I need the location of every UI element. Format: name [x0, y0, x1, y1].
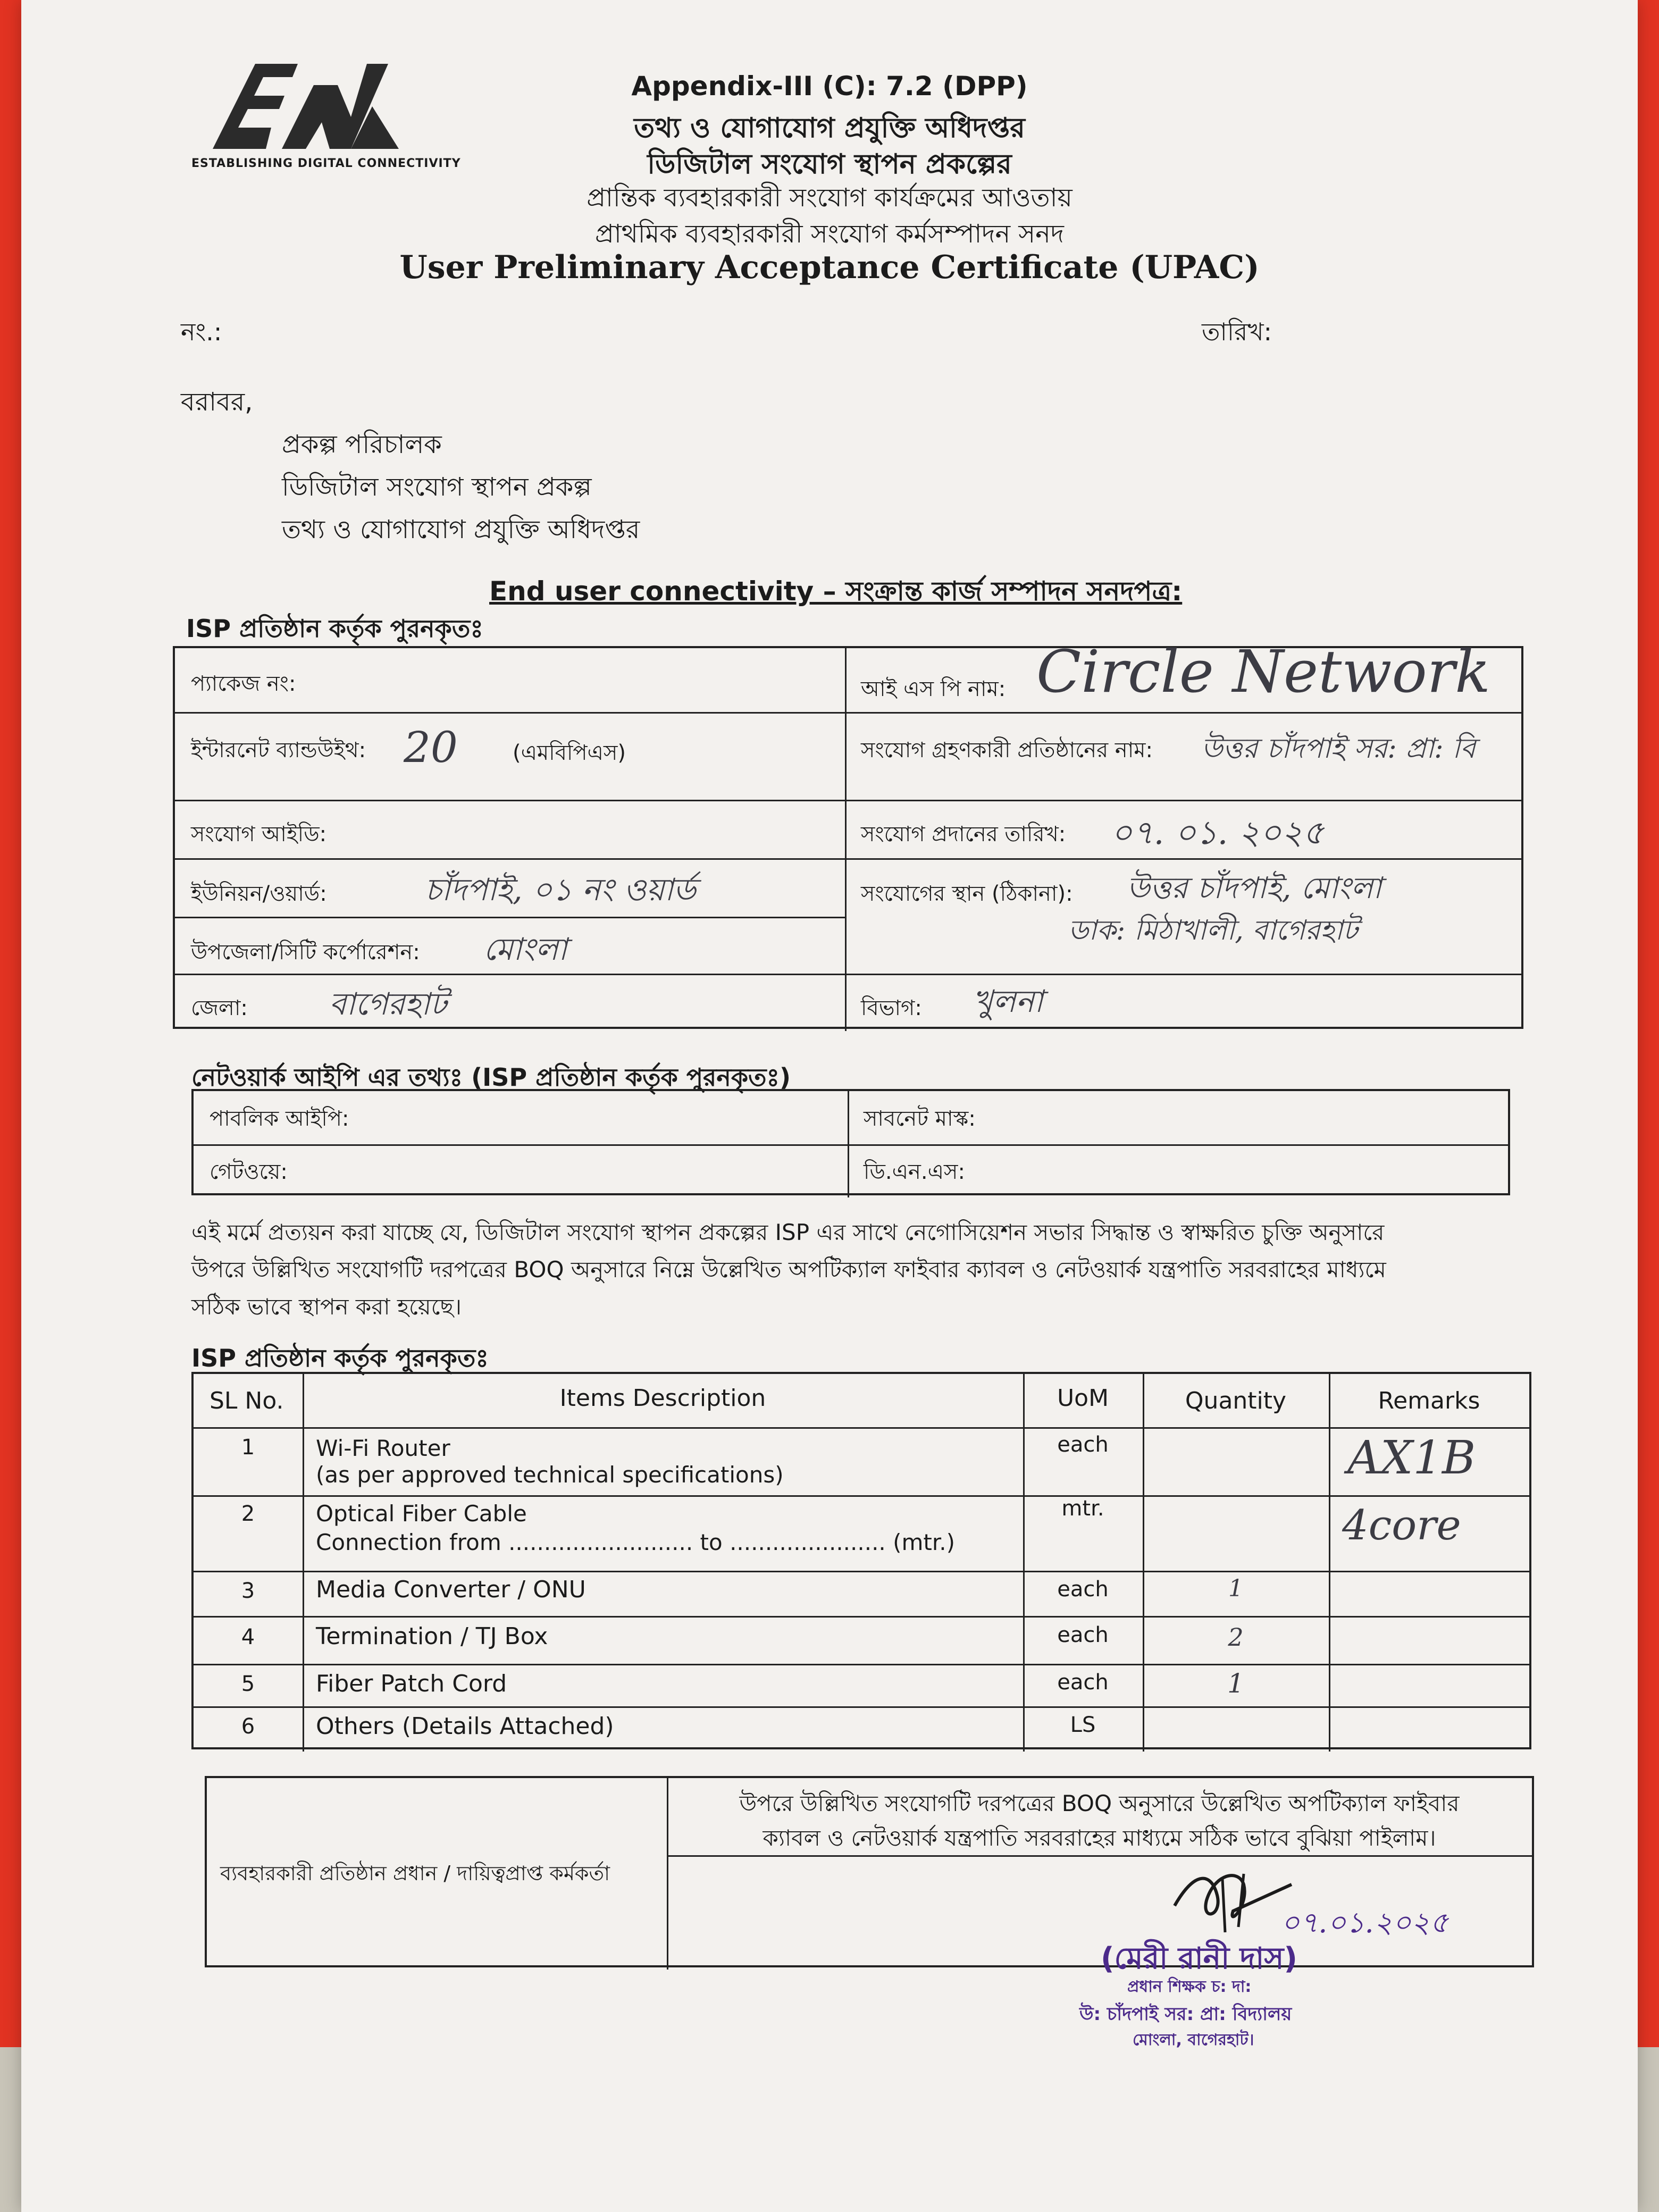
stamp-line-2: উ: চাঁদপাই সর: প্রা: বিদ্যালয়	[1079, 2004, 1292, 2025]
address-line-1: প্রকল্প পরিচালক	[282, 430, 442, 459]
row-3-qty: 1	[1228, 1575, 1243, 1602]
row-2-desc: Optical Fiber Cable	[316, 1501, 527, 1527]
date-label: তারিখ:	[1202, 317, 1272, 346]
header-uom: UoM	[1057, 1385, 1109, 1412]
bandwidth-label: ইন্টারনেট ব্যান্ডউইথ:	[191, 738, 366, 763]
row-5-sl: 5	[241, 1672, 255, 1696]
bandwidth-value: 20	[404, 723, 458, 772]
recipient-label: সংযোগ গ্রহণকারী প্রতিষ্ঠানের নাম:	[861, 738, 1153, 763]
district-label: জেলা:	[191, 996, 248, 1020]
signature-date: ০৭.০১.২০২৫	[1281, 1906, 1449, 1939]
union-label: ইউনিয়ন/ওয়ার্ড:	[191, 882, 327, 906]
connection-date-label: সংযোগ প্রদানের তারিখ:	[861, 822, 1066, 847]
subnet-label: সাবনেট মাস্ক:	[864, 1107, 976, 1131]
row-4-sl: 4	[241, 1625, 255, 1649]
declaration-line-3: সঠিক ভাবে স্থাপন করা হয়েছে।	[191, 1294, 462, 1320]
logo-caption: ESTABLISHING DIGITAL CONNECTIVITY	[191, 157, 461, 170]
division-value: খুলনা	[973, 983, 1043, 1019]
gateway-label: গেটওয়ে:	[210, 1160, 288, 1184]
certificate-sheet	[21, 0, 1638, 2212]
dns-label: ডি.এন.এস:	[864, 1160, 965, 1184]
header-line-4: প্রাথমিক ব্যবহারকারী সংযোগ কর্মসম্পাদন সনদ	[595, 219, 1064, 249]
header-remarks: Remarks	[1378, 1387, 1480, 1414]
connection-id-label: সংযোগ আইডি:	[191, 822, 327, 847]
isp-filled-label-2: ISP প্রতিষ্ঠান কর্তৃক পুরনকৃতঃ	[191, 1344, 489, 1372]
row-4-qty: 2	[1228, 1623, 1244, 1652]
isp-name-label: আই এস পি নাম:	[861, 677, 1006, 701]
appendix-label: Appendix-III (C): 7.2 (DPP)	[631, 71, 1028, 102]
row-5-uom: each	[1057, 1670, 1109, 1695]
address-line-2: ডিজিটাল সংযোগ স্থাপন প্রকল্প	[282, 472, 592, 502]
upazila-value: মোংলা	[483, 931, 567, 967]
row-3-desc: Media Converter / ONU	[316, 1576, 586, 1603]
network-title: নেটওয়ার্ক আইপি এর তথ্যঃ (ISP প্রতিষ্ঠান কর্তৃক পুরনকৃতঃ)	[191, 1063, 791, 1092]
isp-name-value: Circle Network	[1036, 638, 1490, 706]
location-label: সংযোগের স্থান (ঠিকানা):	[861, 882, 1073, 906]
district-value: বাগেরহাট	[329, 986, 447, 1022]
row-2-remarks: 4core	[1342, 1502, 1461, 1549]
row-1-desc: Wi-Fi Router	[316, 1435, 450, 1461]
row-4-uom: each	[1057, 1623, 1109, 1647]
section-title: End user connectivity – সংক্রান্ত কার্জ সম্পাদন সনদপত্র:	[489, 576, 1183, 607]
connection-date-value: ০৭. ০১. ২০২৫	[1111, 813, 1325, 852]
acceptance-statement-1: উপরে উল্লিখিত সংযোগটি দরপত্রের BOQ অনুসারে উল্লেখিত অপটিক্যাল ফাইবার	[739, 1790, 1460, 1816]
receiver-role-label: ব্যবহারকারী প্রতিষ্ঠান প্রধান / দায়িত্বপ্রাপ্ত কর্মকর্তা	[220, 1862, 610, 1885]
package-no-label: প্যাকেজ নং:	[191, 672, 296, 696]
row-4-desc: Termination / TJ Box	[316, 1623, 548, 1650]
row-1-remarks: AX1B	[1347, 1431, 1476, 1485]
row-6-desc: Others (Details Attached)	[316, 1713, 614, 1740]
row-5-desc: Fiber Patch Cord	[316, 1670, 507, 1697]
row-1-sl: 1	[241, 1435, 255, 1460]
row-2-sl: 2	[241, 1502, 255, 1526]
header-quantity: Quantity	[1185, 1387, 1287, 1414]
row-6-sl: 6	[241, 1714, 255, 1739]
stamp-line-1: প্রধান শিক্ষক চ: দা:	[1127, 1978, 1252, 1996]
bandwidth-unit: (এমবিপিএস)	[513, 741, 626, 765]
address-line-3: তথ্য ও যোগাযোগ প্রযুক্তি অধিদপ্তর	[282, 515, 640, 544]
row-1-uom: each	[1057, 1432, 1109, 1457]
row-1-desc2: (as per approved technical specifications)	[316, 1462, 784, 1488]
items-table	[191, 1372, 1531, 1749]
row-2-uom: mtr.	[1061, 1496, 1104, 1521]
header-sl-no: SL No.	[210, 1387, 284, 1414]
isp-filled-label: ISP প্রতিষ্ঠান কর্তৃক পুরনকৃতঃ	[186, 614, 483, 643]
declaration-line-1: এই মর্মে প্রত্যয়ন করা যাচ্ছে যে, ডিজিটাল সংযোগ স্থাপন প্রকল্পের ISP এর সাথে নেগোসিয়েশন সভার সিদ্ধান্ত ও স্বাক্ষরিত চুক্তি অনুসারে	[191, 1219, 1385, 1245]
connection-info-table	[173, 638, 1523, 1029]
number-label: নং.:	[181, 317, 222, 346]
recipient-value: উত্তর চাঁদপাই সর: প্রা: বি	[1201, 733, 1476, 765]
declaration-line-2: উপরে উল্লিখিত সংযোগটি দরপত্রের BOQ অনুসারে নিম্নে উল্লেখিত অপটিক্যাল ফাইবার ক্যাবল ও নেটওয়ার্ক যন্ত্রপাতি সরবরাহের মাধ্যমে	[191, 1256, 1386, 1283]
header-line-1: তথ্য ও যোগাযোগ প্রযুক্তি অধিদপ্তর	[634, 112, 1025, 144]
certificate-title: User Preliminary Acceptance Certificate (UPAC)	[399, 249, 1260, 286]
location-value-2: ডাক: মিঠাখালী, বাগেরহাট	[1068, 915, 1358, 946]
public-ip-label: পাবলিক আইপি:	[210, 1107, 349, 1131]
header-line-2: ডিজিটাল সংযোগ স্থাপন প্রকল্পের	[647, 148, 1012, 180]
row-3-sl: 3	[241, 1579, 255, 1603]
row-3-uom: each	[1057, 1577, 1109, 1602]
address-to: বরাবর,	[181, 387, 253, 417]
row-6-uom: LS	[1070, 1713, 1096, 1737]
union-value: চাঁদপাই, ০১ নং ওয়ার্ড	[425, 872, 696, 908]
upazila-label: উপজেলা/সিটি কর্পোরেশন:	[191, 940, 420, 965]
stamp-name: (মেরী রানী দাস)	[1101, 1941, 1297, 1976]
header-description: Items Description	[559, 1385, 766, 1412]
network-info-table	[191, 1089, 1510, 1195]
stamp-line-3: মোংলা, বাগেরহাট।	[1133, 2031, 1254, 2049]
row-2-desc2: Connection from .......................... to ...................... (mtr.)	[316, 1529, 956, 1555]
signature-table	[205, 1776, 1534, 1967]
header-line-3: প্রান্তিক ব্যবহারকারী সংযোগ কার্যক্রমের আওতায়	[586, 183, 1073, 213]
acceptance-statement-2: ক্যাবল ও নেটওয়ার্ক যন্ত্রপাতি সরবরাহের মাধ্যমে সঠিক ভাবে বুঝিয়া পাইলাম।	[763, 1825, 1436, 1851]
location-value-1: উত্তর চাঁদপাই, মোংলা	[1127, 871, 1382, 906]
division-label: বিভাগ:	[861, 996, 922, 1020]
row-5-qty: 1	[1227, 1668, 1244, 1699]
